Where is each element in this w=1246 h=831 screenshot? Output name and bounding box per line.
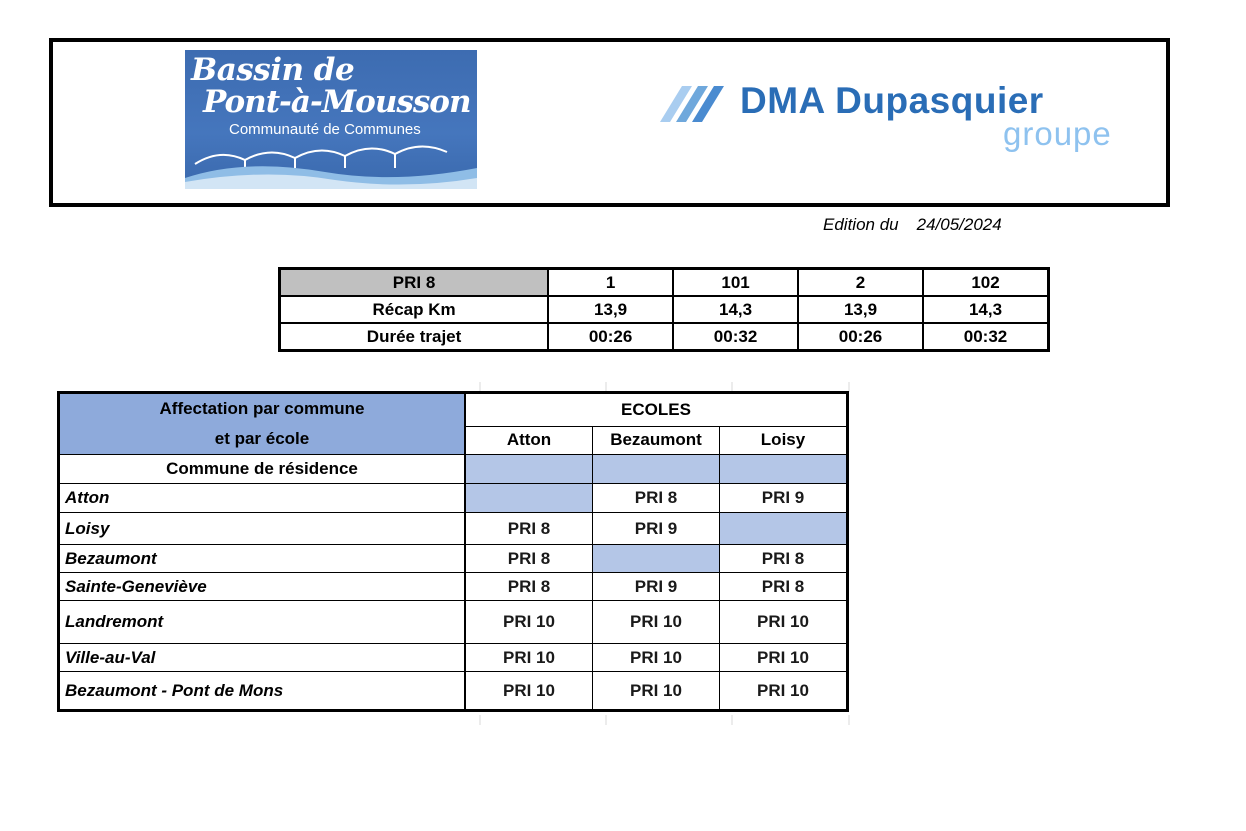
logo-line-1: Bassin de	[191, 52, 355, 88]
logo-line-2: Pont-à-Mousson	[203, 84, 471, 120]
commune-name: Bezaumont - Pont de Mons	[59, 672, 466, 711]
table-row	[59, 672, 848, 711]
table-row	[59, 573, 848, 601]
residence-label: Commune de résidence	[59, 455, 466, 484]
route-cell: PRI 8	[465, 513, 593, 545]
commune-name: Loisy	[59, 513, 466, 545]
edition-label: Edition du	[823, 215, 899, 234]
empty-cell	[720, 513, 848, 545]
summary-col-header: 101	[673, 269, 798, 297]
summary-cell: 14,3	[923, 296, 1049, 323]
dma-brand-text: DMA Dupasquier	[740, 80, 1044, 121]
empty-cell	[720, 455, 848, 484]
edition-date: 24/05/2024	[916, 215, 1002, 234]
assignment-header-row	[59, 393, 848, 427]
summary-col-header: 1	[548, 269, 673, 297]
commune-name: Atton	[59, 484, 466, 513]
empty-cell	[465, 455, 593, 484]
table-row	[59, 484, 848, 513]
school-header-bezaumont: Bezaumont	[593, 426, 720, 454]
summary-cell: 00:26	[798, 323, 923, 351]
route-cell: PRI 10	[720, 644, 848, 672]
residence-header-row	[59, 455, 848, 484]
summary-route-cell: PRI 8	[280, 269, 549, 297]
table-row	[59, 644, 848, 672]
route-cell: PRI 10	[465, 644, 593, 672]
empty-cell	[593, 455, 720, 484]
commune-name: Sainte-Geneviève	[59, 573, 466, 601]
commune-name: Landremont	[59, 601, 466, 644]
summary-header-row	[280, 269, 1049, 297]
commune-name: Ville-au-Val	[59, 644, 466, 672]
route-cell: PRI 9	[720, 484, 848, 513]
logo-line-3: Communauté de Communes	[229, 121, 421, 138]
summary-duration-row	[280, 323, 1049, 351]
summary-row-label: Récap Km	[280, 296, 549, 323]
dma-groupe-text: groupe	[1003, 115, 1112, 152]
route-cell: PRI 8	[465, 573, 593, 601]
route-cell: PRI 9	[593, 573, 720, 601]
table-row	[59, 513, 848, 545]
summary-col-header: 102	[923, 269, 1049, 297]
route-cell: PRI 10	[593, 672, 720, 711]
dma-dupasquier-logo	[660, 82, 1150, 157]
route-cell: PRI 10	[720, 601, 848, 644]
commune-name: Bezaumont	[59, 545, 466, 573]
route-cell: PRI 10	[465, 601, 593, 644]
bassin-pont-a-mousson-logo	[185, 50, 477, 189]
summary-table	[278, 267, 1050, 352]
route-cell: PRI 10	[593, 644, 720, 672]
summary-cell: 00:26	[548, 323, 673, 351]
assignment-corner-cell	[59, 393, 466, 455]
summary-cell: 00:32	[673, 323, 798, 351]
summary-col-header: 2	[798, 269, 923, 297]
summary-cell: 13,9	[798, 296, 923, 323]
summary-cell: 00:32	[923, 323, 1049, 351]
route-cell: PRI 10	[720, 672, 848, 711]
school-header-loisy: Loisy	[720, 426, 848, 454]
assignment-table	[57, 391, 849, 712]
summary-km-row	[280, 296, 1049, 323]
route-cell: PRI 8	[593, 484, 720, 513]
edition-line	[823, 215, 1002, 235]
table-row	[59, 601, 848, 644]
route-cell: PRI 8	[720, 545, 848, 573]
dma-stripes-icon	[660, 82, 740, 127]
route-cell: PRI 10	[465, 672, 593, 711]
route-cell: PRI 8	[720, 573, 848, 601]
empty-cell	[465, 484, 593, 513]
corner-line-1: Affectation par commune	[159, 399, 365, 418]
table-row	[59, 545, 848, 573]
schools-group-header: ECOLES	[465, 393, 848, 427]
bridge-icon	[185, 138, 477, 189]
school-header-atton: Atton	[465, 426, 593, 454]
route-cell: PRI 8	[465, 545, 593, 573]
route-cell: PRI 9	[593, 513, 720, 545]
summary-row-label: Durée trajet	[280, 323, 549, 351]
corner-line-2: et par école	[214, 429, 310, 448]
summary-cell: 13,9	[548, 296, 673, 323]
summary-cell: 14,3	[673, 296, 798, 323]
empty-cell	[593, 545, 720, 573]
route-cell: PRI 10	[593, 601, 720, 644]
